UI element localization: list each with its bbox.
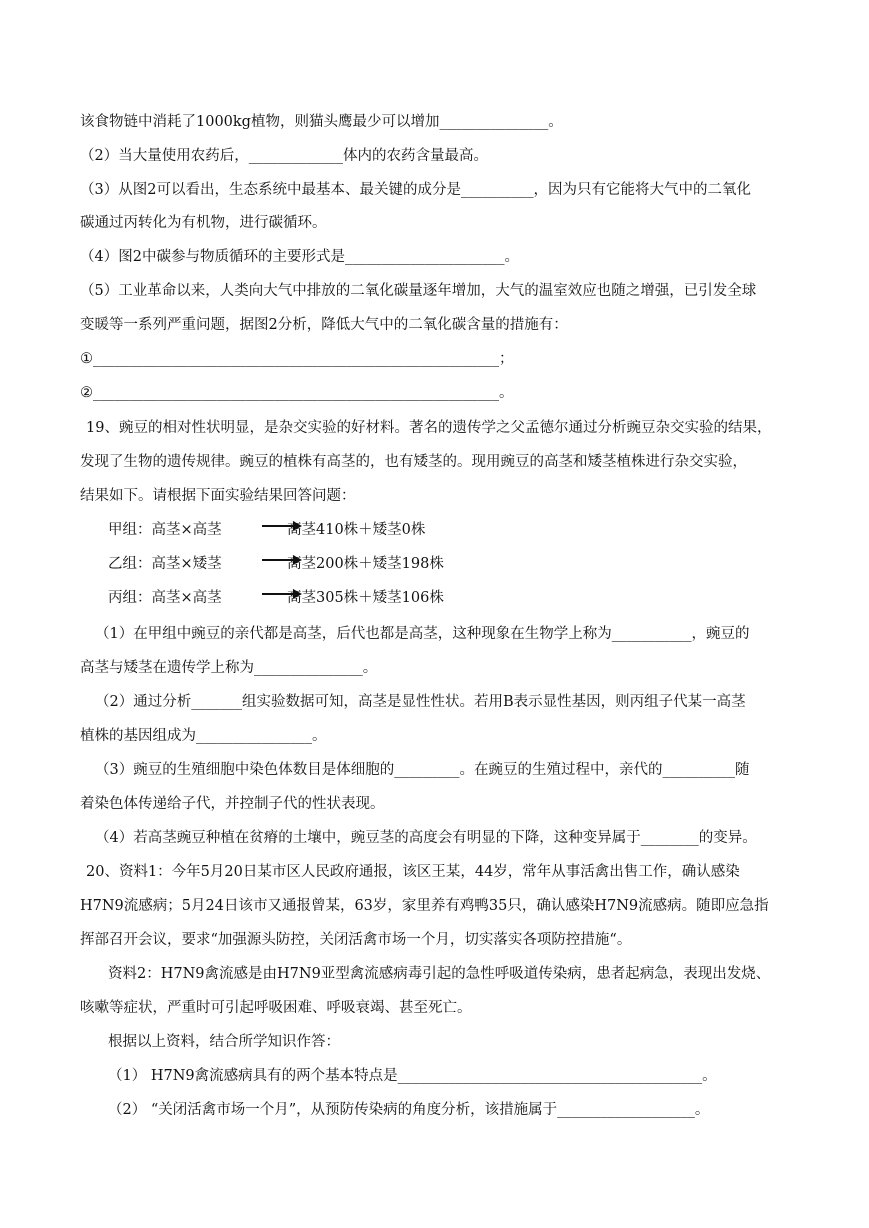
question-20: 20、资料1：今年5月20日某市区人民政府通报，该区王某，44岁，常年从事活禽出售工作，确认感染: [86, 864, 740, 880]
text-line: （3）从图2可以看出，生态系统中最基本、最关键的成分是__________，因为只有它能将大气中的二氧化: [80, 182, 751, 198]
text-line: 结果如下。请根据下面实验结果回答问题：: [80, 488, 356, 504]
text-line: （2）通过分析_______组实验数据可知，高茎是显性性状。若用B表示显性基因，则丙组子代某一高茎: [95, 694, 746, 710]
cross-result-yi: 高茎200株＋矮茎198株: [287, 556, 444, 572]
cross-result-bing: 高茎305株＋矮茎106株: [287, 590, 444, 606]
text-line: ①________________________________________________________；: [80, 351, 514, 367]
text-line: 高茎与矮茎在遗传学上称为_______________。: [80, 660, 378, 676]
text-line: （2）当大量使用农药后，_____________体内的农药含量最高。: [80, 148, 488, 164]
text-line: 根据以上资料，结合所学知识作答：: [108, 1034, 340, 1050]
text-line: 着染色体传递给子代，并控制子代的性状表现。: [80, 796, 385, 812]
text-line: （4）若高茎豌豆种植在贫瘠的土壤中，豌豆茎的高度会有明显的下降，这种变异属于________的变异。: [95, 830, 757, 846]
text-line: 发现了生物的遗传规律。豌豆的植株有高茎的，也有矮茎的。现用豌豆的高茎和矮茎植株进行杂交实验，: [80, 454, 747, 470]
text-line: 资料2：H7N9禽流感是由H7N9亚型禽流感病毒引起的急性呼吸道传染病，患者起病急，表现出发烧、: [108, 966, 771, 982]
cross-result-jia: 高茎410株＋矮茎0株: [287, 522, 426, 538]
text-line: 挥部召开会议，要求“加强源头防控，关闭活禽市场一个月，切实落实各项防控措施“。: [80, 932, 632, 948]
text-line: （4）图2中碳参与物质循环的主要形式是______________________。: [80, 249, 519, 265]
text-line: （2） “关闭活禽市场一个月”，从预防传染病的角度分析，该措施属于___________________。: [108, 1102, 710, 1118]
cross-label-yi: 乙组：高茎×矮茎: [108, 556, 222, 572]
question-19: 19、豌豆的相对性状明显，是杂交实验的好材料。著名的遗传学之父孟德尔通过分析豌豆杂交实验的结果，: [86, 420, 772, 436]
text-line: 变暖等一系列严重问题，据图2分析，降低大气中的二氧化碳含量的措施有：: [80, 317, 568, 333]
text-line: （1）在甲组中豌豆的亲代都是高茎，后代也都是高茎，这种现象在生物学上称为___________，豌豆的: [95, 626, 750, 642]
text-line: （5）工业革命以来，人类向大气中排放的二氧化碳量逐年增加，大气的温室效应也随之增强，已引发全球: [80, 283, 757, 299]
text-line: 植株的基因组成为________________。: [80, 728, 327, 744]
text-line: （3）豌豆的生殖细胞中染色体数目是体细胞的_________。在豌豆的生殖过程中，亲代的__________随: [95, 762, 750, 778]
text-line: H7N9流感病；5月24日该市又通报曾某，63岁，家里养有鸡鸭35只，确认感染H7N9流感病。随即应急指: [80, 898, 769, 914]
cross-label-bing: 丙组：高茎×高茎: [108, 590, 222, 606]
cross-label-jia: 甲组：高茎×高茎: [108, 522, 222, 538]
text-line: 咳嗽等症状，严重时可引起呼吸困难、呼吸衰竭、甚至死亡。: [80, 1000, 472, 1016]
text-line: 碳通过丙转化为有机物，进行碳循环。: [80, 215, 327, 231]
text-line: 该食物链中消耗了1000kg植物，则猫头鹰最少可以增加_______________。: [80, 114, 563, 130]
text-line: ②________________________________________________________。: [80, 385, 514, 401]
text-line: （1） H7N9禽流感病具有的两个基本特点是__________________________________________。: [108, 1068, 717, 1084]
